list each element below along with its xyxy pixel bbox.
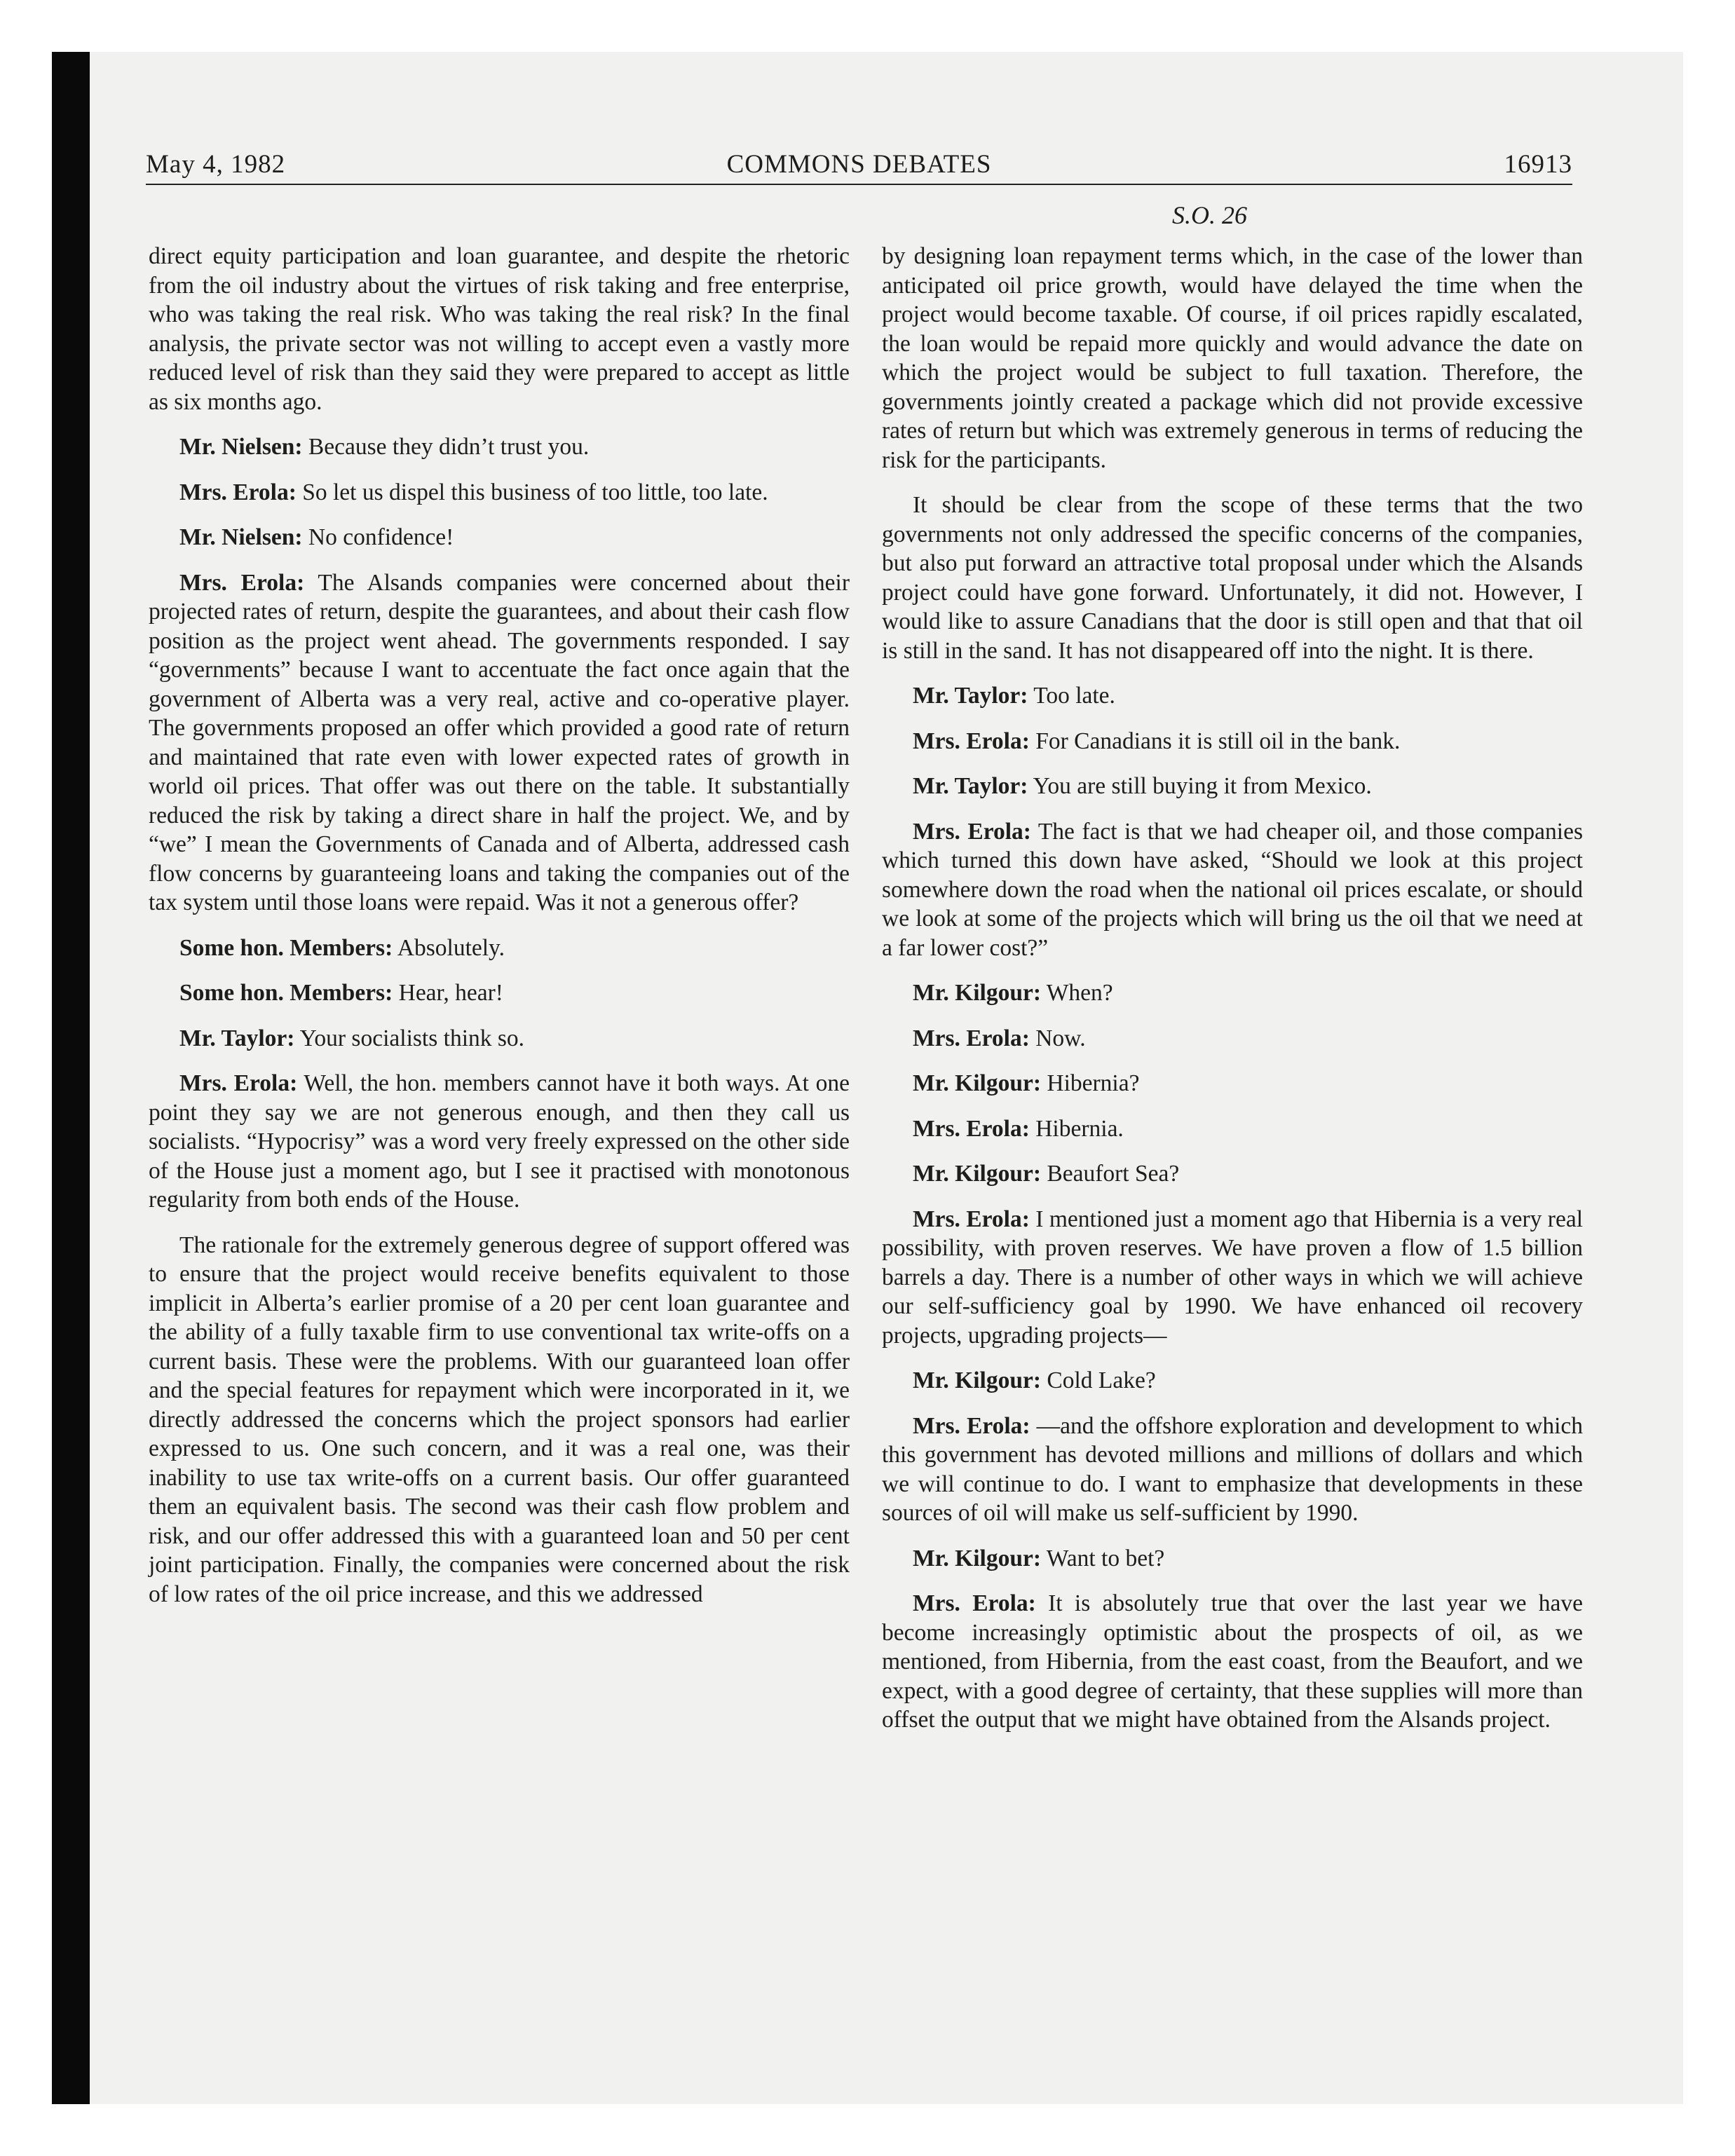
speaker-name: Mrs. Erola: — [179, 569, 305, 596]
paragraph — [149, 242, 850, 416]
paragraph — [149, 523, 850, 552]
speaker-name: Mrs. Erola: — [913, 1412, 1030, 1439]
paragraph — [149, 432, 850, 462]
speaker-name: Mr. Taylor: — [913, 683, 1028, 709]
paragraph-text: Absolutely. — [397, 934, 505, 961]
page-number: 16913 — [1504, 150, 1572, 179]
paragraph-text: The fact is that we had cheaper oil, and those companies which turned this down have asked, “Should we look at this project somewhere down the road when the national oil prices escalate, or should we look at some of the projects which will bring us the oil that we need at a far lower cost?” — [882, 818, 1583, 961]
speaker-name: Mr. Taylor: — [913, 773, 1028, 799]
speaker-name: Mrs. Erola: — [179, 479, 297, 505]
paragraph — [882, 1544, 1583, 1574]
paragraph — [149, 478, 850, 507]
left-column — [149, 242, 850, 1625]
standing-order-reference: S.O. 26 — [1172, 201, 1247, 229]
speaker-name: Mrs. Erola: — [913, 728, 1030, 754]
speaker-name: Mr. Taylor: — [179, 1025, 295, 1051]
paragraph — [149, 1231, 850, 1609]
paragraph — [882, 727, 1583, 756]
speaker-name: Some hon. Members: — [179, 934, 393, 961]
paragraph-text: Because they didn’t trust you. — [308, 434, 590, 460]
binding-edge — [52, 52, 90, 2104]
paragraph — [882, 1205, 1583, 1351]
paragraph — [882, 242, 1583, 475]
speaker-name: Mrs. Erola: — [913, 1590, 1036, 1616]
paragraph-text: Now. — [1035, 1025, 1086, 1051]
header-date: May 4, 1982 — [146, 150, 286, 179]
paragraph-text: —and the offshore exploration and development to which this government has devoted millions and millions of dollars and which we will continue to do. I want to emphasize that developments in these sources of oil will make us self-sufficient by 1990. — [882, 1412, 1583, 1526]
header-title: COMMONS DEBATES — [726, 150, 992, 179]
speaker-name: Mr. Kilgour: — [913, 1545, 1041, 1571]
speaker-name: Mr. Kilgour: — [913, 1070, 1041, 1096]
paragraph — [882, 1412, 1583, 1528]
paragraph — [149, 978, 850, 1008]
speaker-name: Mrs. Erola: — [913, 1025, 1030, 1051]
paragraph — [882, 978, 1583, 1008]
speaker-name: Mrs. Erola: — [913, 818, 1031, 845]
paragraph-text: Hear, hear! — [398, 980, 503, 1006]
paragraph-text: So let us dispel this business of too little, too late. — [302, 479, 768, 505]
paragraph-text: It is absolutely true that over the last year we have become increasingly optimistic about the prospects of oil, as we mentioned, from Hibernia, from the east coast, from the Beaufort, and we expect, with a good degree of certainty, that these supplies will more than offset the output that we might have obtained from the Alsands project. — [882, 1590, 1584, 1733]
paragraph-text: by designing loan repayment terms which, in the case of the lower than anticipated oil price growth, would have delayed the time when the project would become taxable. Of course, if oil prices rapidly escalated, the loan would be repaid more quickly and would advance the date on which the project would be subject to full taxation. Therefore, the governments jointly created a package which did not provide excessive rates of return but which was extremely generous in terms of reducing the risk for the participants. — [882, 243, 1583, 473]
speaker-name: Mr. Nielsen: — [179, 524, 303, 550]
paragraph-text: For Canadians it is still oil in the bank. — [1035, 728, 1401, 754]
paragraph-text: Your socialists think so. — [299, 1025, 525, 1051]
paragraph-text: Want to bet? — [1046, 1545, 1165, 1571]
paragraph — [882, 1114, 1583, 1144]
paragraph — [882, 1159, 1583, 1189]
paragraph — [149, 934, 850, 963]
header-rule — [146, 184, 1572, 185]
paragraph-text: When? — [1046, 980, 1113, 1006]
paragraph-text: Too late. — [1033, 683, 1115, 709]
paragraph-text: Hibernia? — [1047, 1070, 1140, 1096]
paragraph-text: It should be clear from the scope of these terms that the two governments not only addressed the specific concerns of the companies, but also put forward an attractive total proposal under which the Alsands project could have gone forward. Unfortunately, it did not. However, I would like to assure Canadians that the door is still open and that that oil is still in the sand. It has not disappeared off into the night. It is there. — [882, 492, 1583, 664]
paragraph — [882, 772, 1583, 801]
paragraph — [882, 1366, 1583, 1396]
paragraph-text: Well, the hon. members cannot have it both ways. At one point they say we are not generous enough, and then they call us socialists. “Hypocrisy” was a word very freely expressed on the other side of the House just a moment ago, but I see it practised with monotonous regularity from both ends of the House. — [149, 1070, 850, 1213]
paragraph — [149, 568, 850, 917]
speaker-name: Mr. Kilgour: — [913, 1161, 1041, 1187]
paragraph — [149, 1024, 850, 1053]
paragraph-text: direct equity participation and loan guarantee, and despite the rhetoric from the oil industry about the virtues of risk taking and free enterprise, who was taking the real risk. Who was taking the real risk? In the final analysis, the private sector was not willing to accept even a vastly more reduced level of risk than they said they were prepared to accept as little as six months ago. — [149, 243, 850, 415]
right-column — [882, 242, 1583, 1751]
paragraph-text: I mentioned just a moment ago that Hibernia is a very real possibility, with proven reserves. We have proven a flow of 1.5 billion barrels a day. There is a number of other ways in which we will achieve our self-sufficiency goal by 1990. We have enhanced oil recovery projects, upgrading projects— — [882, 1206, 1584, 1349]
speaker-name: Mrs. Erola: — [179, 1070, 298, 1096]
speaker-name: Some hon. Members: — [179, 980, 393, 1006]
paragraph — [882, 491, 1583, 665]
speaker-name: Mr. Nielsen: — [179, 434, 303, 460]
paragraph-text: Beaufort Sea? — [1047, 1161, 1180, 1187]
paragraph-text: No confidence! — [308, 524, 454, 550]
speaker-name: Mrs. Erola: — [913, 1115, 1030, 1142]
speaker-name: Mr. Kilgour: — [913, 1367, 1041, 1393]
paragraph — [882, 1589, 1583, 1735]
paragraph-text: The rationale for the extremely generous degree of support offered was to ensure that the project would receive benefits equivalent to those implicit in Alberta’s earlier promise of a 20 per cent loan guarantee and the ability of a fully taxable firm to use conventional tax write-offs on a current basis. These were the problems. With our guaranteed loan offer and the special features for repayment which were incorporated in it, we directly addressed the concerns which the project sponsors had earlier expressed to us. One such concern, and it was a real one, was their inability to use tax write-offs on a current basis. Our offer guaranteed them an equivalent basis. The second was their cash flow problem and risk, and our offer addressed this with a guaranteed loan and 50 per cent joint participation. Finally, the companies were concerned about the risk of low rates of the oil price increase, and this we addressed — [149, 1231, 850, 1607]
speaker-name: Mrs. Erola: — [913, 1206, 1030, 1232]
paragraph-text: Cold Lake? — [1047, 1367, 1156, 1393]
paragraph — [882, 817, 1583, 963]
paragraph-text: Hibernia. — [1035, 1115, 1124, 1142]
speaker-name: Mr. Kilgour: — [913, 980, 1041, 1006]
paragraph — [882, 681, 1583, 711]
paragraph — [882, 1069, 1583, 1098]
running-header — [146, 140, 1572, 184]
paragraph — [882, 1024, 1583, 1053]
paragraph — [149, 1069, 850, 1215]
paragraph-text: You are still buying it from Mexico. — [1033, 773, 1372, 799]
paragraph-text: The Alsands companies were concerned about their projected rates of return, despite the guarantees, and about their cash flow position as the project went ahead. The governments responded. I say “governments” because I want to accentuate the fact once again that the government of Alberta was a very real, active and co-operative player. The governments proposed an offer which provided a good rate of return and maintained that rate even with lower expected rates of growth in world oil prices. That offer was out there on the table. It substantially reduced the risk by taking a direct share in half the project. We, and by “we” I mean the Governments of Canada and of Alberta, addressed cash flow concerns by guaranteeing loans and taking the companies out of the tax system until those loans were repaid. Was it not a generous offer? — [149, 569, 850, 915]
